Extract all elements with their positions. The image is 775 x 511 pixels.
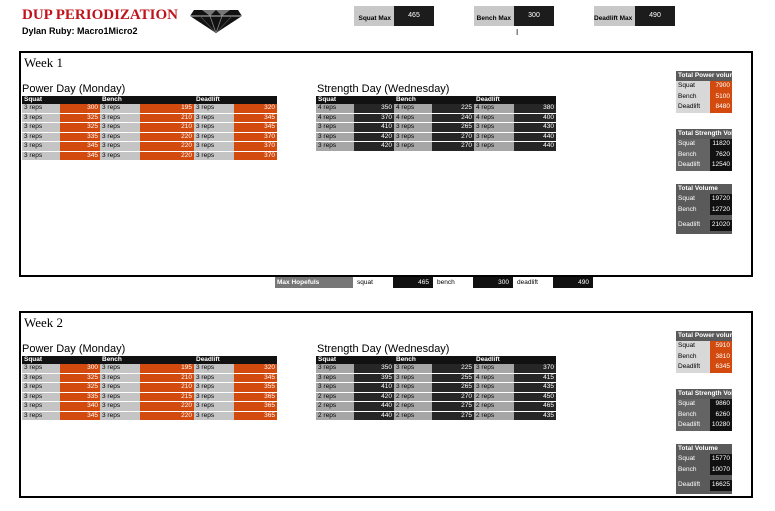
weight-cell[interactable]: 320 [234,364,277,373]
weight-cell[interactable]: 415 [514,373,556,383]
summary-volume-value[interactable]: 7900 [710,81,732,92]
reps-cell[interactable]: 3 reps [22,392,60,402]
reps-cell[interactable]: 3 reps [100,104,140,113]
reps-cell[interactable]: 2 reps [474,392,514,402]
table-row [22,364,277,373]
weight-cell[interactable]: 195 [140,364,194,373]
athlete-plan: Dylan Ruby: Macro1Micro2 [22,26,138,36]
weight-cell[interactable]: 440 [514,132,556,142]
column-header: Bench [100,356,194,364]
table-row [316,364,556,373]
weight-cell[interactable]: 370 [234,142,277,152]
weight-cell[interactable]: 220 [140,142,194,152]
hopeful-squat-value[interactable]: 465 [393,277,433,288]
summary-volume-value[interactable]: 5910 [710,341,732,352]
summary-volume-value[interactable]: 12720 [710,205,732,216]
summary-volume-value[interactable]: 8480 [710,102,732,113]
column-header: Squat [316,96,394,104]
weight-cell[interactable]: 210 [140,383,194,393]
reps-cell[interactable]: 3 reps [394,142,432,152]
reps-cell[interactable]: 3 reps [394,373,432,383]
reps-cell[interactable]: 2 reps [316,411,354,421]
reps-cell[interactable]: 3 reps [316,364,354,373]
weight-cell[interactable]: 380 [514,104,556,113]
reps-cell[interactable]: 3 reps [22,373,60,383]
weight-cell[interactable]: 225 [432,104,474,113]
summary-volume-value[interactable]: 21020 [710,220,732,231]
reps-cell[interactable]: 4 reps [316,113,354,123]
squat-max-value[interactable]: 465 [394,6,434,26]
summary-lift-label: Squat [676,81,710,92]
hopeful-deadlift-value[interactable]: 490 [553,277,593,288]
weight-cell[interactable]: 270 [432,132,474,142]
summary-title: Total Strength Volume [678,130,747,137]
reps-cell[interactable]: 3 reps [100,411,140,421]
summary-volume-value[interactable]: 5100 [710,92,732,103]
column-header: Deadlift [474,356,556,364]
weight-cell[interactable]: 195 [140,104,194,113]
reps-cell[interactable]: 3 reps [394,383,432,393]
table-row [316,411,556,421]
weight-cell[interactable]: 420 [354,132,394,142]
weight-cell[interactable]: 430 [514,123,556,133]
weight-cell[interactable]: 275 [432,402,474,412]
weight-cell[interactable]: 210 [140,113,194,123]
reps-cell[interactable]: 3 reps [394,132,432,142]
summary-volume-value[interactable]: 10280 [710,420,732,431]
hopeful-bench-value[interactable]: 300 [473,277,513,288]
summary-lift-label: Deadlift [676,420,710,431]
week-2-panel [19,311,753,498]
reps-cell[interactable]: 3 reps [22,113,60,123]
reps-cell[interactable]: 3 reps [194,132,234,142]
summary-title: Total Strength Volume [678,390,747,397]
summary-lift-label: Squat [676,341,710,352]
reps-cell[interactable]: 3 reps [22,411,60,421]
reps-cell[interactable]: 3 reps [100,402,140,412]
strength-day-table [316,356,556,421]
column-header: Squat [22,356,100,364]
table-row [316,123,556,133]
table-row [316,132,556,142]
weight-cell[interactable]: 365 [234,402,277,412]
reps-cell[interactable]: 2 reps [394,392,432,402]
weight-cell[interactable]: 215 [140,392,194,402]
reps-cell[interactable]: 3 reps [194,104,234,113]
reps-cell[interactable]: 3 reps [316,132,354,142]
weight-cell[interactable]: 350 [354,104,394,113]
table-row [22,151,277,161]
weight-cell[interactable]: 345 [234,373,277,383]
reps-cell[interactable]: 3 reps [474,132,514,142]
summary-lift-label: Squat [676,454,710,465]
summary-row [676,205,732,216]
summary-volume-value[interactable]: 10070 [710,465,732,476]
total-volume [676,184,732,234]
summary-row [676,410,732,421]
reps-cell[interactable]: 3 reps [22,402,60,412]
reps-cell[interactable]: 2 reps [316,402,354,412]
weight-cell[interactable]: 340 [60,402,100,412]
reps-cell[interactable]: 4 reps [474,113,514,123]
summary-lift-label: Bench [676,92,710,103]
text-cursor: I [516,28,519,37]
summary-volume-value[interactable]: 19720 [710,194,732,205]
reps-cell[interactable]: 3 reps [22,123,60,133]
weight-cell[interactable]: 255 [432,373,474,383]
deadlift-max-label: Deadlift Max [594,6,635,26]
table-row [316,142,556,152]
strength-day-table [316,96,556,152]
weight-cell[interactable]: 265 [432,123,474,133]
weight-cell[interactable]: 335 [60,392,100,402]
weight-cell[interactable]: 300 [60,364,100,373]
column-header: Deadlift [474,96,556,104]
reps-cell[interactable]: 3 reps [100,113,140,123]
weight-cell[interactable]: 210 [140,373,194,383]
summary-row [676,399,732,410]
weight-cell[interactable]: 335 [60,132,100,142]
summary-lift-label: Squat [676,399,710,410]
weight-cell[interactable]: 270 [432,142,474,152]
weight-cell[interactable]: 225 [432,364,474,373]
weight-cell[interactable]: 365 [234,411,277,421]
table-row [316,104,556,113]
weight-cell[interactable]: 325 [60,123,100,133]
reps-cell[interactable]: 3 reps [474,142,514,152]
table-row [22,411,277,421]
diamond-logo-icon [188,6,244,34]
summary-lift-label: Bench [676,465,710,476]
weight-cell[interactable]: 345 [234,113,277,123]
reps-cell[interactable]: 3 reps [22,142,60,152]
table-row [316,392,556,402]
reps-cell[interactable]: 4 reps [394,104,432,113]
reps-cell[interactable]: 3 reps [194,123,234,133]
week-title: Week 2 [24,315,64,330]
weight-cell[interactable]: 370 [234,132,277,142]
weight-cell[interactable]: 435 [514,411,556,421]
reps-cell[interactable]: 3 reps [100,123,140,133]
weight-cell[interactable]: 370 [514,364,556,373]
reps-cell[interactable]: 3 reps [100,142,140,152]
reps-cell[interactable]: 3 reps [22,151,60,161]
table-row [316,113,556,123]
table-row [316,383,556,393]
summary-row [676,362,732,373]
total-strength-volume [676,389,747,431]
summary-title: Total Volume [676,444,732,454]
hopeful-deadlift-label: deadlift [517,279,538,286]
summary-row [676,92,732,103]
weight-cell[interactable]: 220 [140,411,194,421]
reps-cell[interactable]: 3 reps [100,132,140,142]
strength-day-title: Strength Day (Wednesday) [317,343,450,355]
summary-lift-label: Bench [676,352,710,363]
weight-cell[interactable]: 365 [234,392,277,402]
weight-cell[interactable]: 270 [432,392,474,402]
reps-cell[interactable]: 3 reps [316,383,354,393]
summary-volume-value[interactable]: 16625 [710,480,732,491]
reps-cell[interactable]: 3 reps [22,383,60,393]
table-row [22,123,277,133]
table-row [22,104,277,113]
reps-cell[interactable]: 4 reps [474,104,514,113]
summary-row [676,420,732,431]
table-row [316,402,556,412]
weight-cell[interactable]: 345 [60,151,100,161]
weight-cell[interactable]: 345 [60,142,100,152]
reps-cell[interactable]: 2 reps [394,402,432,412]
summary-row [676,465,732,476]
column-header: Squat [22,96,100,104]
weight-cell[interactable]: 440 [354,402,394,412]
reps-cell[interactable]: 3 reps [194,364,234,373]
max-hopefuls-label: Max Hopefuls [275,277,353,288]
column-header: Deadlift [194,96,277,104]
weight-cell[interactable]: 325 [60,383,100,393]
weight-cell[interactable]: 420 [354,392,394,402]
power-day-table [22,356,277,421]
table-row [22,402,277,412]
reps-cell[interactable]: 4 reps [394,113,432,123]
reps-cell[interactable]: 3 reps [194,383,234,393]
reps-cell[interactable]: 3 reps [194,151,234,161]
reps-cell[interactable]: 2 reps [394,411,432,421]
summary-lift-label: Deadlift [676,362,710,373]
table-row [22,113,277,123]
summary-title: Total Power volume [678,332,739,339]
reps-cell[interactable]: 3 reps [394,364,432,373]
weight-cell[interactable]: 275 [432,411,474,421]
weight-cell[interactable]: 220 [140,151,194,161]
summary-volume-value[interactable]: 6260 [710,410,732,421]
week-title: Week 1 [24,55,64,70]
summary-title: Total Power volume [678,72,739,79]
summary-volume-value[interactable]: 15770 [710,454,732,465]
summary-row [676,150,732,161]
summary-lift-label: Bench [676,150,710,161]
summary-lift-label: Deadlift [676,102,710,113]
reps-cell[interactable]: 3 reps [194,113,234,123]
summary-row [676,194,732,205]
weight-cell[interactable]: 465 [514,402,556,412]
reps-cell[interactable]: 3 reps [100,364,140,373]
weight-cell[interactable]: 345 [234,123,277,133]
summary-lift-label: Bench [676,205,710,216]
table-row [22,373,277,383]
reps-cell[interactable]: 3 reps [474,123,514,133]
column-header: Bench [100,96,194,104]
reps-cell[interactable]: 2 reps [474,411,514,421]
reps-cell[interactable]: 4 reps [474,373,514,383]
reps-cell[interactable]: 3 reps [474,364,514,373]
weight-cell[interactable]: 325 [60,113,100,123]
weight-cell[interactable]: 440 [354,411,394,421]
summary-row [676,341,732,352]
reps-cell[interactable]: 2 reps [474,402,514,412]
column-header: Bench [394,356,474,364]
summary-row [676,81,732,92]
summary-lift-label: Bench [676,410,710,421]
weight-cell[interactable]: 220 [140,402,194,412]
weight-cell[interactable]: 400 [514,113,556,123]
page-title: DUP PERIODIZATION [22,7,178,23]
summary-row [676,480,732,491]
reps-cell[interactable]: 3 reps [22,132,60,142]
column-header: Deadlift [194,356,277,364]
weight-cell[interactable]: 355 [234,383,277,393]
summary-lift-label: Deadlift [676,480,710,491]
strength-day-title: Strength Day (Wednesday) [317,83,450,95]
summary-title: Total Volume [676,184,732,194]
reps-cell[interactable]: 3 reps [22,104,60,113]
squat-max-label: Squat Max [354,6,394,26]
weight-cell[interactable]: 320 [234,104,277,113]
reps-cell[interactable]: 3 reps [316,123,354,133]
weight-cell[interactable]: 265 [432,383,474,393]
total-power-volume [676,331,739,373]
summary-volume-value[interactable]: 12540 [710,160,732,171]
weight-cell[interactable]: 210 [140,123,194,133]
reps-cell[interactable]: 3 reps [194,392,234,402]
total-power-volume [676,71,739,113]
reps-cell[interactable]: 3 reps [316,373,354,383]
power-day-table [22,96,277,161]
column-header: Bench [394,96,474,104]
reps-cell[interactable]: 3 reps [394,123,432,133]
weight-cell[interactable]: 440 [514,142,556,152]
reps-cell[interactable]: 3 reps [194,402,234,412]
summary-row [676,220,732,231]
summary-volume-value[interactable]: 11820 [710,139,732,150]
table-row [316,373,556,383]
weight-cell[interactable]: 420 [354,142,394,152]
weight-cell[interactable]: 300 [60,104,100,113]
summary-lift-label: Squat [676,194,710,205]
weight-cell[interactable]: 370 [354,113,394,123]
weight-cell[interactable]: 450 [514,392,556,402]
column-header: Squat [316,356,394,364]
summary-lift-label: Squat [676,139,710,150]
summary-row [676,139,732,150]
summary-row [676,160,732,171]
weight-cell[interactable]: 410 [354,383,394,393]
power-day-title: Power Day (Monday) [22,343,126,355]
weight-cell[interactable]: 350 [354,364,394,373]
summary-volume-value[interactable]: 7620 [710,150,732,161]
weight-cell[interactable]: 325 [60,373,100,383]
summary-row [676,454,732,465]
hopeful-bench-label: bench [437,279,455,286]
weight-cell[interactable]: 410 [354,123,394,133]
hopeful-squat-label: squat [357,279,373,286]
summary-volume-value[interactable]: 3810 [710,352,732,363]
bench-max-label: Bench Max [474,6,514,26]
reps-cell[interactable]: 3 reps [22,364,60,373]
weight-cell[interactable]: 435 [514,383,556,393]
reps-cell[interactable]: 3 reps [100,383,140,393]
summary-lift-label: Deadlift [676,220,710,231]
weight-cell[interactable]: 345 [60,411,100,421]
table-row [22,132,277,142]
reps-cell[interactable]: 3 reps [316,142,354,152]
reps-cell[interactable]: 3 reps [194,142,234,152]
summary-volume-value[interactable]: 9860 [710,399,732,410]
reps-cell[interactable]: 2 reps [316,392,354,402]
reps-cell[interactable]: 4 reps [316,104,354,113]
week-1-panel [19,51,753,277]
table-row [22,383,277,393]
deadlift-max-value[interactable]: 490 [635,6,675,26]
weight-cell[interactable]: 370 [234,151,277,161]
reps-cell[interactable]: 3 reps [194,411,234,421]
summary-row [676,352,732,363]
weight-cell[interactable]: 395 [354,373,394,383]
summary-row [676,102,732,113]
bench-max-value[interactable]: 300 [514,6,554,26]
total-volume [676,444,732,494]
table-row [22,142,277,152]
summary-lift-label: Deadlift [676,160,710,171]
weight-cell[interactable]: 240 [432,113,474,123]
total-strength-volume [676,129,747,171]
summary-volume-value[interactable]: 6345 [710,362,732,373]
reps-cell[interactable]: 3 reps [100,373,140,383]
reps-cell[interactable]: 3 reps [100,392,140,402]
reps-cell[interactable]: 3 reps [194,373,234,383]
power-day-title: Power Day (Monday) [22,83,126,95]
weight-cell[interactable]: 220 [140,132,194,142]
reps-cell[interactable]: 3 reps [474,383,514,393]
reps-cell[interactable]: 3 reps [100,151,140,161]
table-row [22,392,277,402]
